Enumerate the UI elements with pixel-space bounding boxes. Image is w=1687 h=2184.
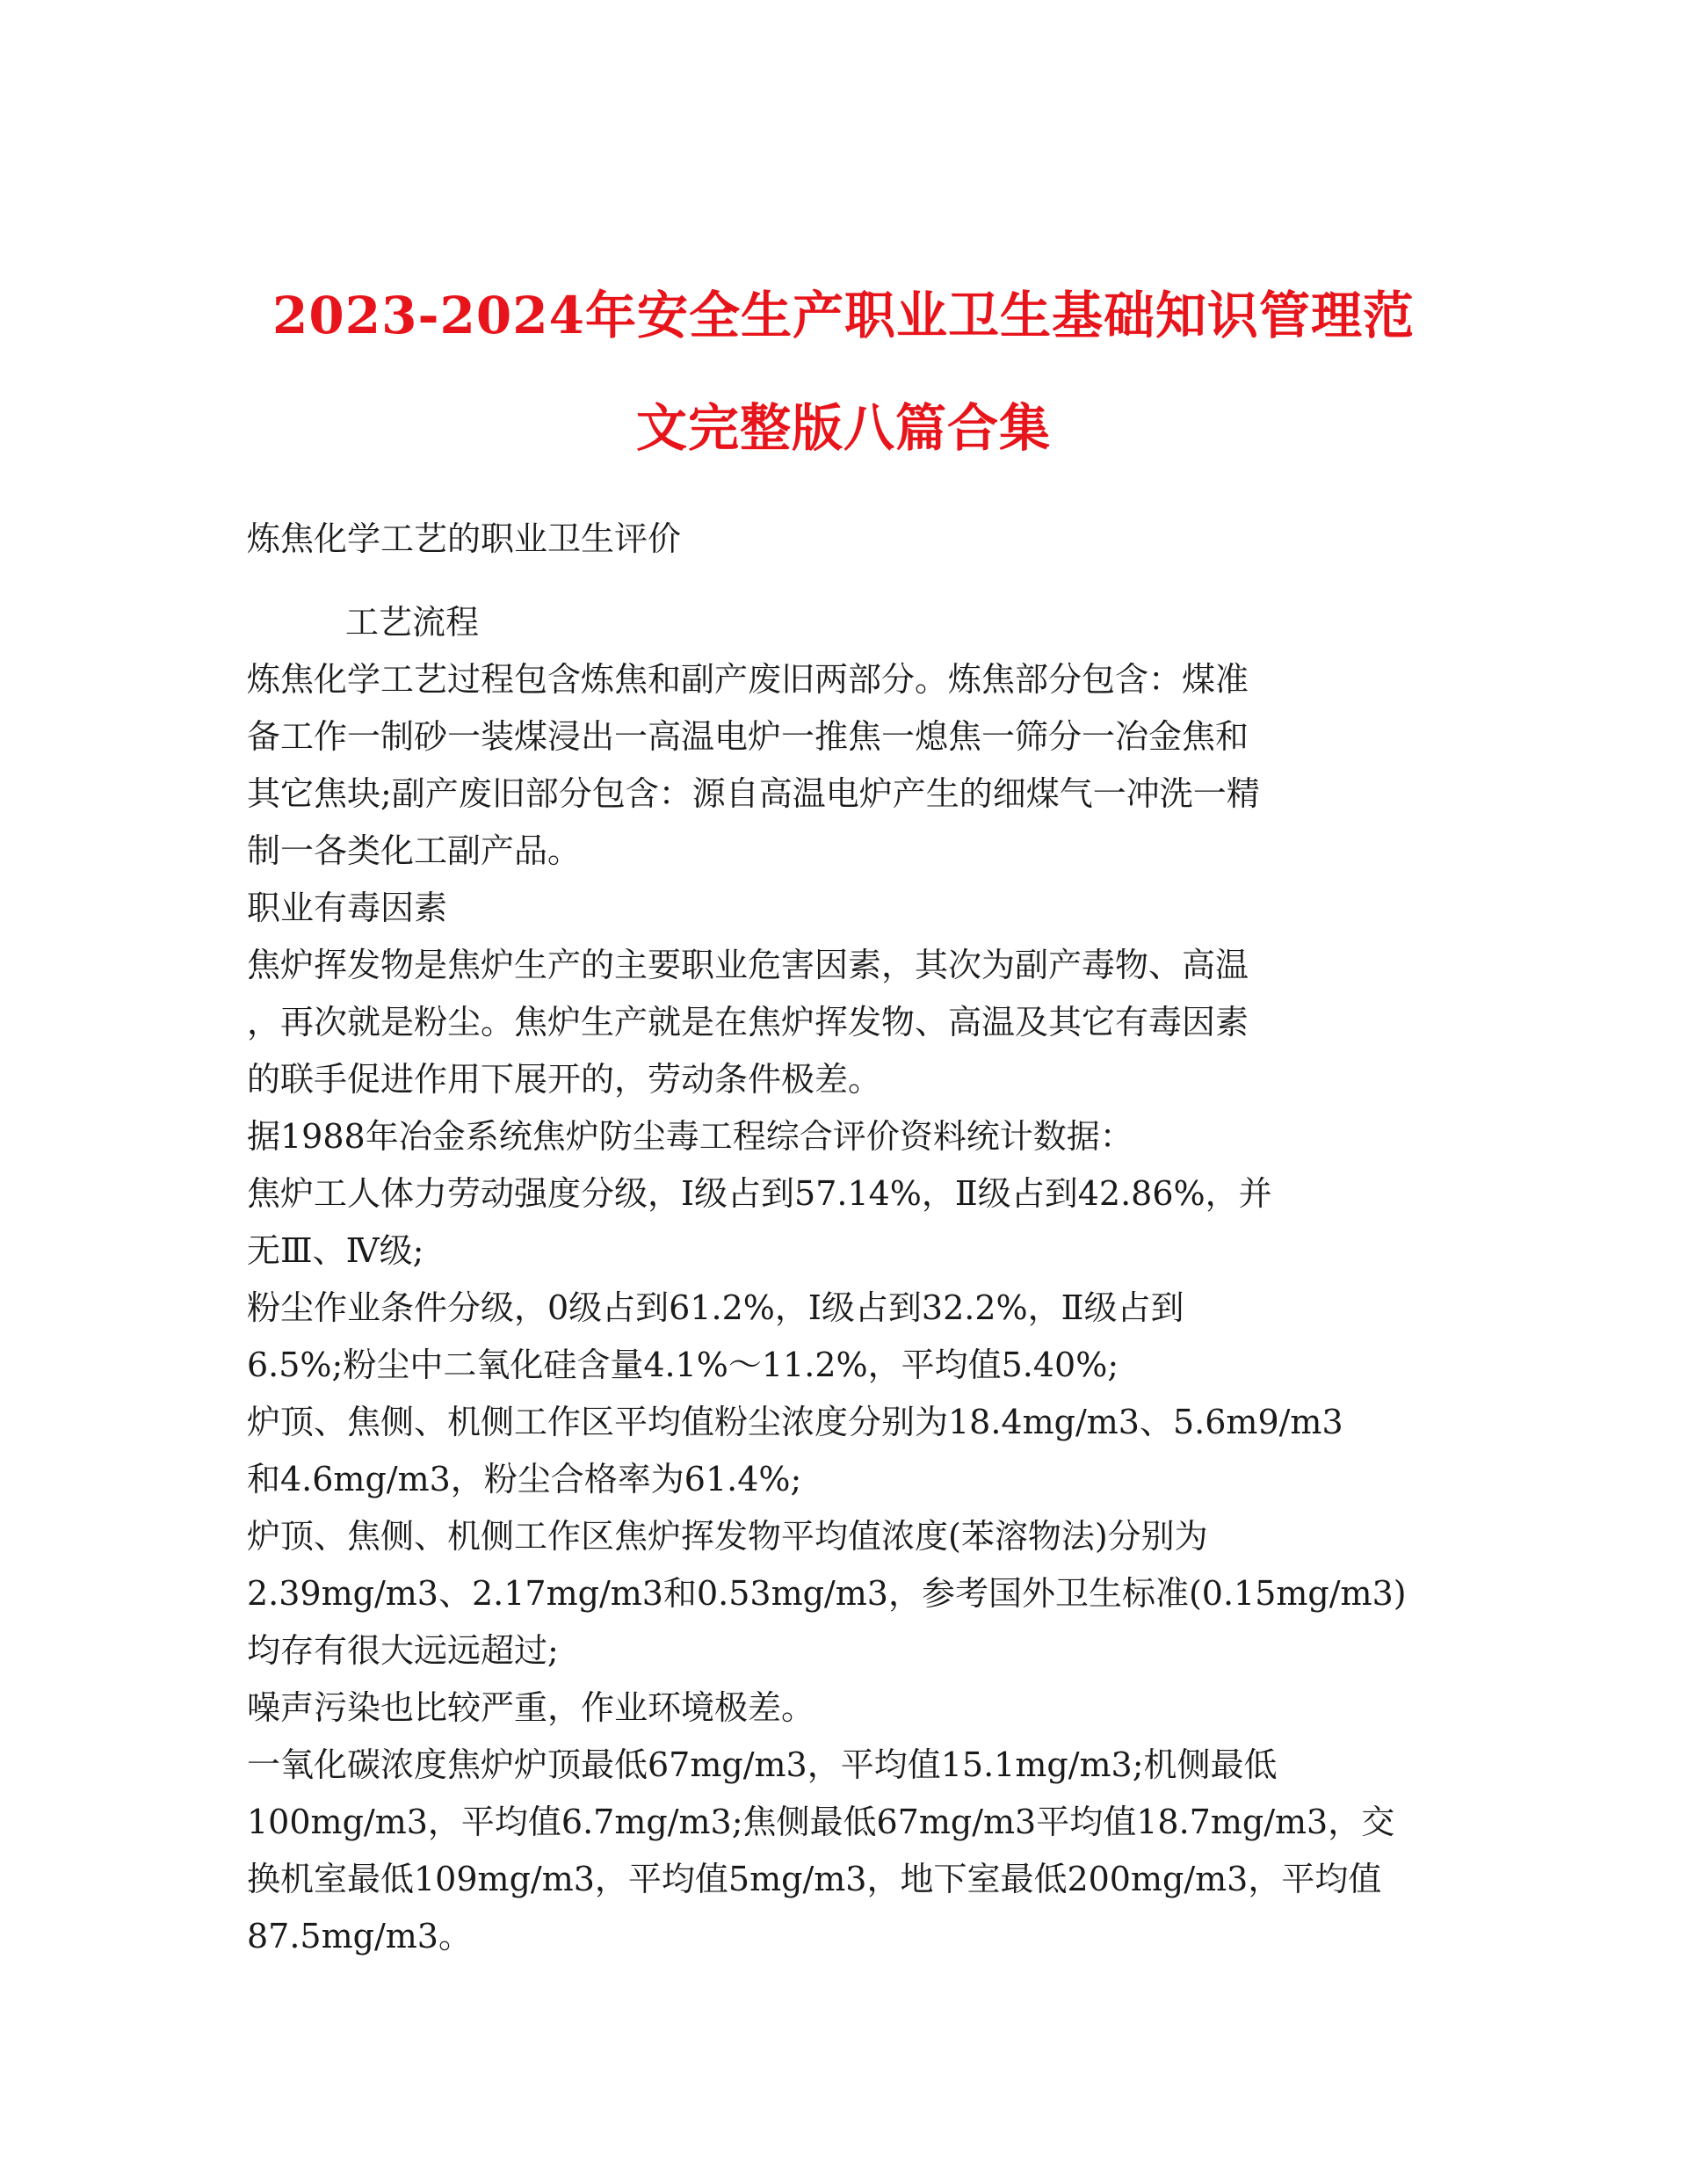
body-line: 焦炉工人体力劳动强度分级，Ⅰ级占到57.14%，Ⅱ级占到42.86%，并 [247, 1174, 1272, 1213]
body-line: 其它焦块;副产废旧部分包含：源自高温电炉产生的细煤气一冲洗一精 [247, 774, 1260, 813]
body-line: 据1988年冶金系统焦炉防尘毒工程综合评价资料统计数据： [247, 1117, 1133, 1156]
body-line: 炼焦化学工艺过程包含炼焦和副产废旧两部分。炼焦部分包含：煤准 [247, 660, 1249, 699]
body-line: 换机室最低109mg/m3，平均值5mg/m3，地下室最低200mg/m3，平均值 [247, 1860, 1382, 1898]
body-line: 无Ⅲ、Ⅳ级; [247, 1231, 424, 1270]
body-line: 2.39mg/m3、2.17mg/m3和0.53mg/m3，参考国外卫生标准(0.15mg/m3) [247, 1574, 1407, 1613]
body-line: 均存有很大远远超过; [247, 1631, 559, 1670]
body-line: 100mg/m3，平均值6.7mg/m3;焦侧最低67mg/m3平均值18.7mg/m3，交 [247, 1803, 1395, 1841]
body-heading-line: 职业有毒因素 [247, 889, 448, 927]
spacer [247, 568, 1477, 594]
subheading: 工艺流程 [345, 603, 480, 642]
body-line: 87.5mg/m3。 [247, 1917, 472, 1955]
body-line: 噪声污染也比较严重，作业环境极差。 [247, 1688, 815, 1727]
body-line: 制一各类化工副产品。 [247, 831, 582, 870]
body-line: 和4.6mg/m3，粉尘合格率为61.4%; [247, 1460, 802, 1498]
body-line: 焦炉挥发物是焦炉生产的主要职业危害因素，其次为副产毒物、高温 [247, 946, 1249, 984]
body-line: 炉顶、焦侧、机侧工作区焦炉挥发物平均值浓度(苯溶物法)分别为 [247, 1517, 1208, 1556]
document-title [176, 259, 1511, 484]
body-line: 粉尘作业条件分级，0级占到61.2%，Ⅰ级占到32.2%，Ⅱ级占到 [247, 1288, 1184, 1327]
body-line: 一氧化碳浓度焦炉炉顶最低67mg/m3，平均值15.1mg/m3;机侧最低 [247, 1745, 1278, 1784]
body-line: 炉顶、焦侧、机侧工作区平均值粉尘浓度分别为18.4mg/m3、5.6m9/m3 [247, 1403, 1343, 1441]
section-title: 炼焦化学工艺的职业卫生评价 [247, 519, 682, 558]
body-line: ，再次就是粉尘。焦炉生产就是在焦炉挥发物、高温及其它有毒因素 [247, 1003, 1249, 1041]
document-body [247, 511, 1477, 1965]
body-line: 备工作一制砂一装煤浸出一高温电炉一推焦一熄焦一筛分一冶金焦和 [247, 717, 1249, 756]
document-title-line-1: 2023-2024年安全生产职业卫生基础知识管理范 [272, 286, 1415, 345]
document-title-line-2: 文完整版八篇合集 [635, 398, 1051, 458]
body-line: 6.5%;粉尘中二氧化硅含量4.1%～11.2%，平均值5.40%; [247, 1346, 1119, 1384]
body-line: 的联手促进作用下展开的，劳动条件极差。 [247, 1060, 882, 1099]
